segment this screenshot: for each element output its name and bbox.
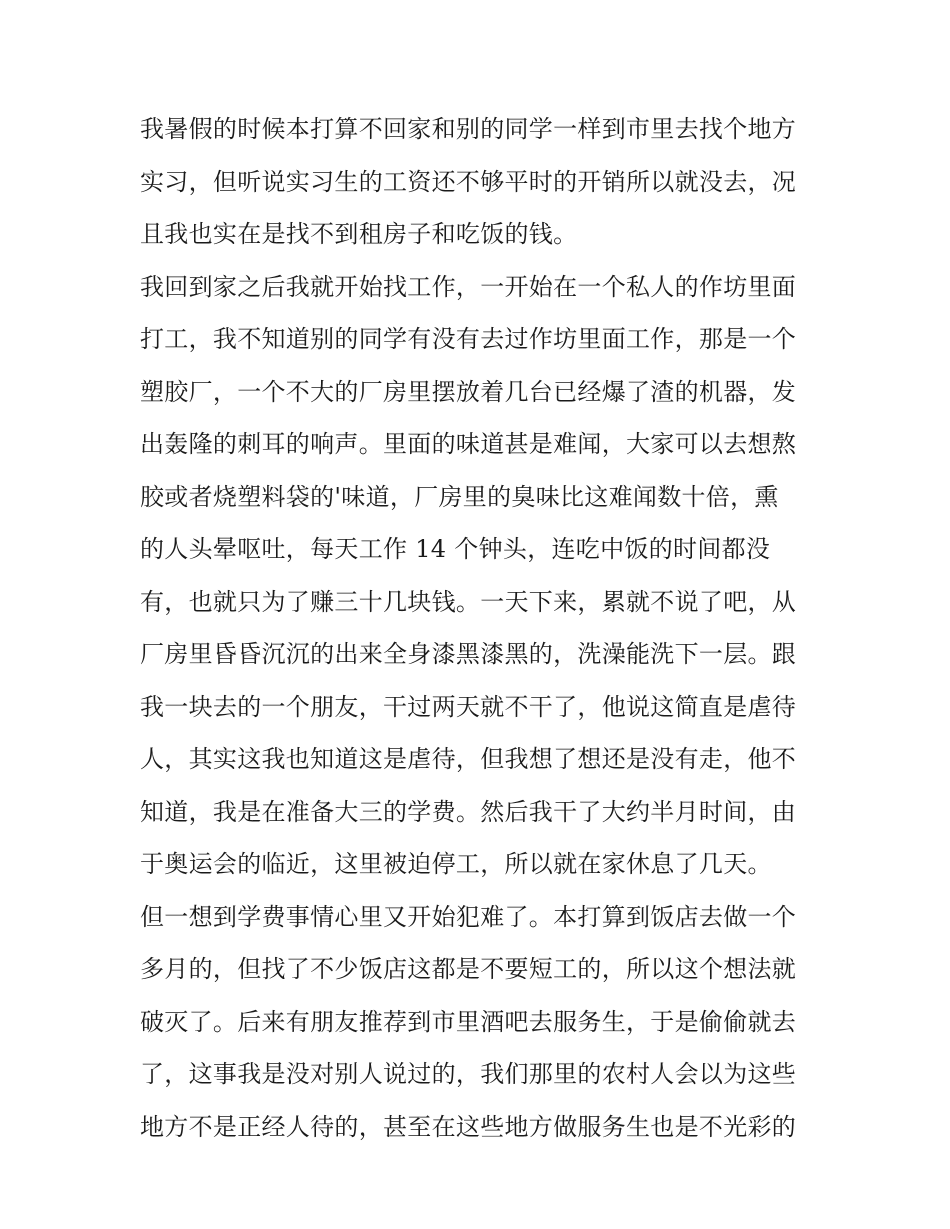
- text-line: 塑胶厂，一个不大的厂房里摆放着几台已经爆了渣的机器，发: [140, 377, 797, 406]
- text-line: 我暑假的时候本打算不回家和别的同学一样到市里去找个地方: [140, 115, 797, 143]
- text-line: 有，也就只为了赚三十几块钱。一天下来，累就不说了吧，从: [140, 587, 797, 616]
- text-line: 我回到家之后我就开始找工作，一开始在一个私人的作坊里面: [140, 272, 797, 301]
- text-line: 人，其实这我也知道这是虐待，但我想了想还是没有走，他不: [140, 745, 797, 773]
- text-line: 厂房里昏昏沉沉的出来全身漆黑漆黑的，洗澡能洗下一层。跟: [140, 640, 797, 668]
- text-line: 但一想到学费事情心里又开始犯难了。本打算到饭店去做一个: [140, 902, 797, 931]
- text-line: 了，这事我是没对别人说过的，我们那里的农村人会以为这些: [140, 1060, 797, 1088]
- text-line: 的人头晕呕吐，每天工作 14 个钟头，连吃中饭的时间都没: [140, 535, 771, 563]
- text-line: 知道，我是在准备大三的学费。然后我干了大约半月时间，由: [140, 797, 797, 826]
- text-line: 我一块去的一个朋友，干过两天就不干了，他说这简直是虐待: [140, 692, 797, 721]
- text-line: 胶或者烧塑料袋的'味道，厂房里的臭味比这难闻数十倍，熏: [140, 482, 779, 511]
- text-line: 地方不是正经人待的，甚至在这些地方做服务生也是不光彩的: [140, 1112, 797, 1141]
- text-line: 破灭了。后来有朋友推荐到市里酒吧去服务生，于是偷偷就去: [140, 1007, 797, 1036]
- text-line: 打工，我不知道别的同学有没有去过作坊里面工作，那是一个: [140, 325, 797, 353]
- text-line: 多月的，但找了不少饭店这都是不要短工的，所以这个想法就: [140, 955, 797, 983]
- text-line: 实习，但听说实习生的工资还不够平时的开销所以就没去，况: [140, 167, 797, 196]
- text-line: 且我也实在是找不到租房子和吃饭的钱。: [140, 220, 578, 248]
- text-line: 出轰隆的刺耳的响声。里面的味道甚是难闻，大家可以去想熬: [140, 430, 797, 458]
- text-line: 于奥运会的临近，这里被迫停工，所以就在家休息了几天。: [140, 850, 772, 878]
- body-text: [140, 103, 830, 1153]
